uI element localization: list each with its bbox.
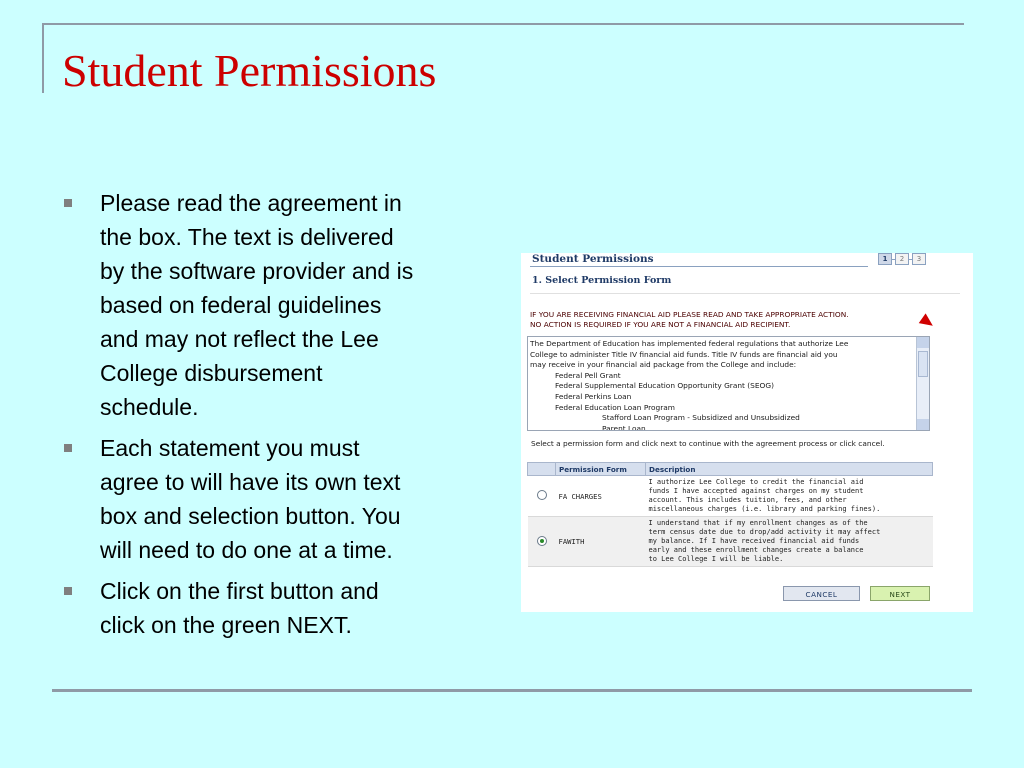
agreement-line: Federal Education Loan Program	[555, 402, 675, 412]
agreement-scrollbar[interactable]	[916, 337, 929, 430]
frame-bottom-line	[52, 689, 972, 692]
permission-form-name: FAWITH	[556, 517, 646, 567]
permission-table	[527, 462, 933, 567]
cancel-button[interactable]: CANCEL	[783, 586, 860, 601]
agreement-line: Federal Pell Grant	[555, 370, 621, 380]
permission-description: I understand that if my enrollment changes as of the term census date due to drop/add activity it may affect my balance. If I have received financial aid funds early and these enrollment changes create a balance to Lee College I will be liable.	[646, 517, 933, 567]
page-header: Student Permissions	[532, 253, 654, 265]
step-1: 1	[878, 253, 892, 265]
agreement-line: Parent Loan	[602, 423, 646, 431]
agreement-line: may receive in your financial aid package from the College and include:	[530, 360, 797, 370]
scroll-up-icon[interactable]	[917, 337, 929, 348]
radio-cell	[528, 517, 556, 567]
step-3: 3	[912, 253, 926, 265]
warning-line: NO ACTION IS REQUIRED IF YOU ARE NOT A FINANCIAL AID RECIPIENT.	[530, 320, 791, 329]
radio-cell	[528, 476, 556, 517]
agreement-text	[530, 339, 915, 431]
square-bullet-icon	[64, 199, 72, 207]
frame-left-line	[42, 23, 44, 93]
bullet-text: Click on the first button and click on the green NEXT.	[100, 578, 379, 638]
permissions-screenshot	[521, 253, 973, 612]
scroll-down-icon[interactable]	[917, 419, 929, 430]
table-row	[528, 517, 933, 567]
header-divider	[530, 266, 868, 267]
agreement-line: College to administer Title IV financial aid funds. Title IV funds are financial aid you	[530, 349, 838, 359]
agreement-line: The Department of Education has implemented federal regulations that authorize Lee	[530, 339, 849, 348]
agreement-line: Stafford Loan Program - Subsidized and Unsubsidized	[602, 413, 800, 423]
frame-top-line	[42, 23, 964, 25]
bullet-item	[62, 186, 502, 424]
next-button[interactable]: NEXT	[870, 586, 930, 601]
slide-title: Student Permissions	[62, 45, 437, 96]
permission-form-name: FA CHARGES	[556, 476, 646, 517]
header-description: Description	[646, 463, 933, 476]
section-divider	[530, 293, 960, 294]
radio-fawith[interactable]	[537, 536, 547, 546]
radio-fa-charges[interactable]	[537, 490, 547, 500]
square-bullet-icon	[64, 587, 72, 595]
bullet-text: Each statement you must agree to will have its own text box and selection button. You will need to do one at a time.	[100, 435, 401, 563]
table-header-row	[528, 463, 933, 476]
header-permission-form: Permission Form	[556, 463, 646, 476]
table-row	[528, 476, 933, 517]
financial-aid-warning	[530, 310, 950, 330]
warning-line: IF YOU ARE RECEIVING FINANCIAL AID PLEASE READ AND TAKE APPROPRIATE ACTION.	[530, 310, 849, 319]
section-title: 1. Select Permission Form	[532, 275, 672, 286]
agreement-textbox[interactable]	[527, 336, 930, 431]
square-bullet-icon	[64, 444, 72, 452]
permission-description: I authorize Lee College to credit the financial aid funds I have accepted against charges on my student account. This includes tuition, fees, and other miscellaneous charges (i.e. library and parking fines).	[646, 476, 933, 517]
bullet-item	[62, 574, 502, 642]
bullet-list	[62, 186, 502, 649]
agreement-line: Federal Supplemental Education Opportunity Grant (SEOG)	[555, 381, 774, 391]
header-select	[528, 463, 556, 476]
step-indicator	[878, 253, 926, 265]
agreement-line: Federal Perkins Loan	[555, 391, 632, 401]
bullet-text: Please read the agreement in the box. The text is delivered by the software provider and is based on federal guidelines and may not reflect the Lee College disbursement schedule.	[100, 190, 414, 420]
scroll-thumb[interactable]	[918, 351, 928, 377]
bullet-item	[62, 431, 502, 567]
step-2: 2	[895, 253, 909, 265]
instruction-text: Select a permission form and click next to continue with the agreement process or click cancel.	[531, 439, 885, 448]
